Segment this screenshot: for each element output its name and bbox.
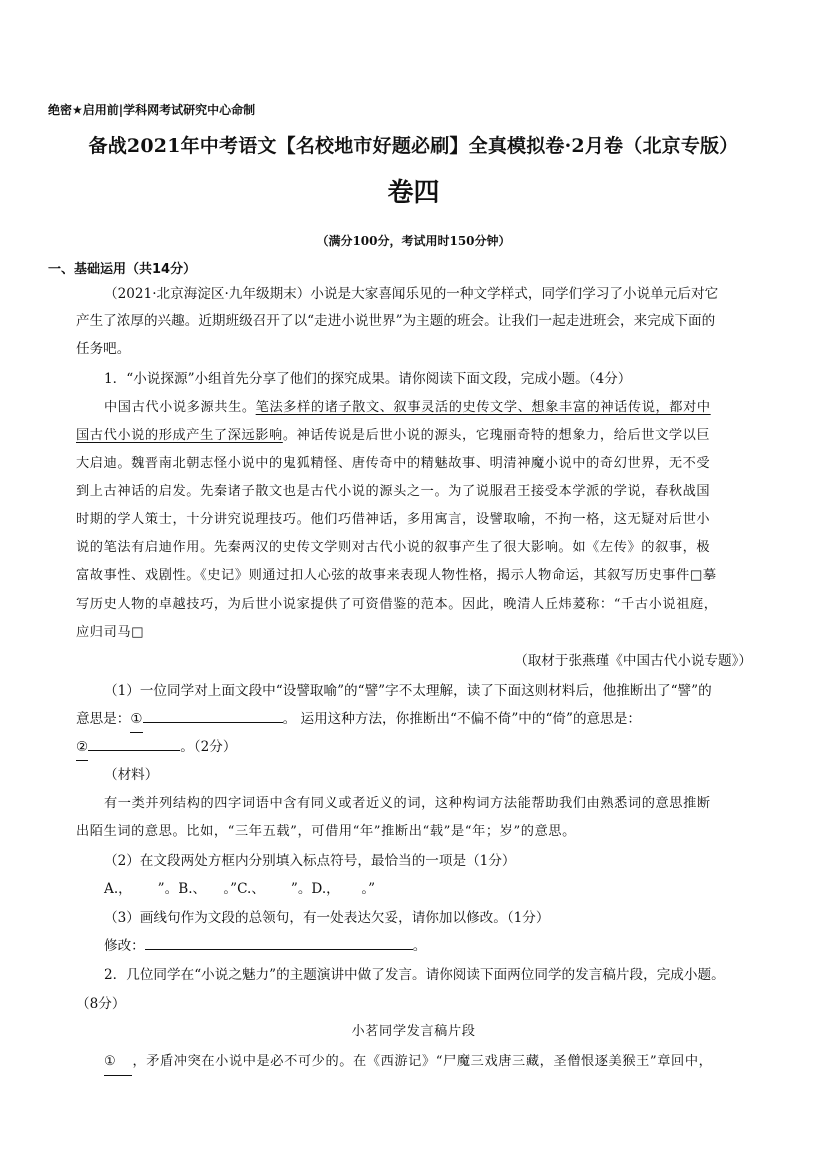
passage-line-2 [76,423,710,449]
score-note: （满分100分，考试用时150分钟） [316,234,511,248]
material-line-1: 有一类并列结构的四字词语中含有同义或者近义的词，这种构词方法能帮助我们由熟悉词的意思推断 [104,796,711,811]
passage-line-8: 写历史人物的卓越技巧，为后世小说家提供了可资借鉴的范本。因此，晚清人丘炜萲称：“千古小说祖庭， [76,597,718,612]
section-heading: 一、基础运用（共14分） [48,262,197,277]
subquestion-2-options: A.， ”。B.、 。”C.、 ”。D.， 。” [104,881,376,897]
answer-end: 。 [412,938,427,954]
answer-blank-2[interactable] [88,736,180,751]
passage-line-1 [104,395,711,421]
blank-number-2: ② [76,734,88,761]
volume-title: 卷四 [387,178,440,208]
confidential-label: 绝密★启用前|学科网考试研究中心命制 [48,103,256,117]
source-citation: （取材于张燕瑾《中国古代小说专题》） [514,653,752,669]
speech-line-1 [104,1049,712,1076]
passage-text: 中国古代小说多源共生。 [104,400,256,415]
underlined-sentence: 国古代小说的形成产生了深远影响 [76,428,283,443]
subquestion-3-answer [104,933,426,959]
subquestion-1-line-3 [76,734,236,761]
material-label: （材料） [104,767,159,783]
speech-title: 小茗同学发言稿片段 [351,1024,476,1039]
subquestion-1-line-2 [76,706,641,733]
subquestion-1-line-1: （1）一位同学对上面文段中“设譬取喻”的“譬”字不太理解，读了下面这则材料后，他推断出了“譬”的 [104,683,712,699]
underlined-sentence: 笔法多样的诸子散文、叙事灵活的史传文学、想象丰富的神话传说，都对中 [255,400,711,415]
passage-line-6: 说的笔法有启迪作用。先秦两汉的史传文学则对古代小说的叙事产生了很大影响。如《左传》的叙事，极 [76,540,711,555]
intro-line-2: 产生了浓厚的兴趣。近期班级召开了以“走进小说世界”为主题的班会。让我们一起走进班会，来完成下面的 [76,313,716,329]
subquestion-text: 。 运用这种方法，你推断出“不偏不倚”中的“倚”的意思是： [282,711,641,727]
question-2-line-1: 2．几位同学在“小说之魅力”的主题演讲中做了发言。请你阅读下面两位同学的发言稿片段，完成小题。 [104,967,725,983]
intro-line-1: （2021·北京海淀区·九年级期末）小说是大家喜闻乐见的一种文学样式，同学们学习了小说单元后对它 [104,286,719,302]
exam-title: 备战2021年中考语文【名校地市好题必刷】全真模拟卷·2月卷（北京专版） [88,135,739,157]
answer-blank-1[interactable] [143,708,283,723]
passage-line-4: 到上古神话的启发。先秦诸子散文也是古代小说的源头之一。为了说服君王接受本学派的学说，春秋战国 [76,484,711,499]
blank-number-1: ① [130,706,142,733]
subquestion-3: （3）画线句作为文段的总领句，有一处表达欠妥，请你加以修改。（1分） [104,910,550,926]
passage-line-3: 大启迪。魏晋南北朝志怪小说中的鬼狐精怪、唐传奇中的精魅故事、明清神魔小说中的奇幻世界，无不受 [76,456,711,471]
answer-label: 修改： [104,938,145,954]
passage-text: 。神话传说是后世小说的源头，它瑰丽奇特的想象力，给后世文学以巨 [282,428,711,443]
score-note: 。（2分） [180,739,237,755]
question-1: 1．“小说探源”小组首先分享了他们的探究成果。请你阅读下面文段，完成小题。（4分） [104,371,632,387]
passage-line-7: 富故事性、戏剧性。《史记》则通过扣人心弦的故事来表现人物性格，揭示人物命运，其叙写历史事件□摹 [76,568,717,583]
blank-number-speech: ① [104,1049,132,1076]
revision-answer-blank[interactable] [145,935,413,950]
speech-text: ，矛盾冲突在小说中是必不可少的。在《西游记》“尸魔三戏唐三藏，圣僧恨逐美猴王”章回中， [132,1054,713,1069]
subquestion-2: （2）在文段两处方框内分别填入标点符号，最恰当的一项是（1分） [104,853,516,869]
passage-line-5: 时期的学人策士，十分讲究说理技巧。他们巧借神话，多用寓言，设譬取喻，不拘一格，这无疑对后世小 [76,512,711,527]
question-2-line-2: （8分） [76,996,126,1012]
material-line-2: 出陌生词的意思。比如，“三年五载”，可借用“年”推断出“载”是“年；岁”的意思。 [76,824,576,839]
intro-line-3: 任务吧。 [76,341,131,357]
answer-label: 意思是： [76,711,131,727]
passage-line-9: 应归司马□ [76,625,145,640]
